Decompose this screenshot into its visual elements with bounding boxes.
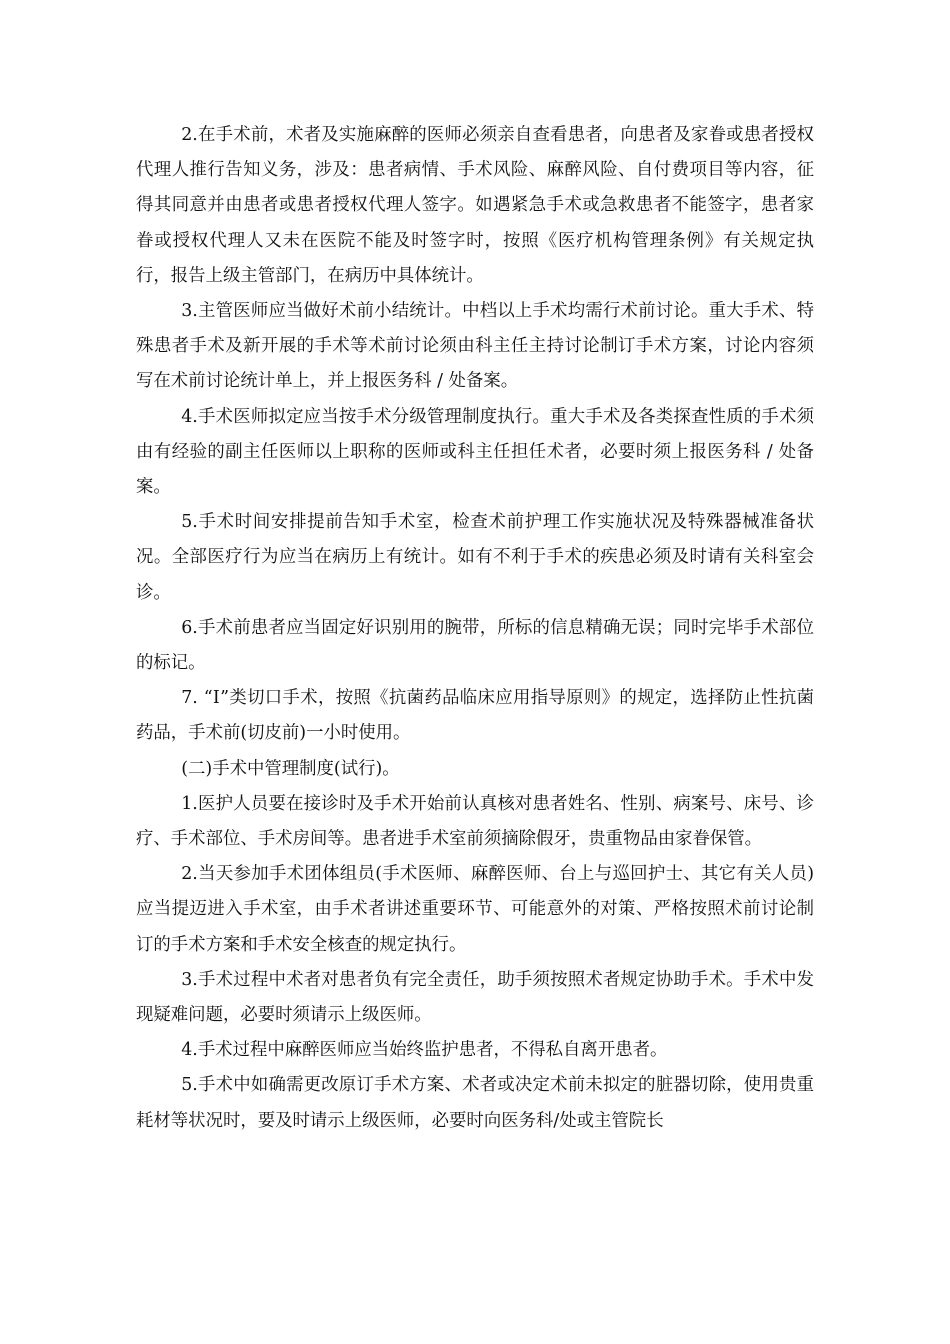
paragraph-4-surgeon-assignment: 4.手术医师拟定应当按手术分级管理制度执行。重大手术及各类探查性质的手术须由有经验的副主任医师以上职称的医师或科主任担任术者，必要时须上报医务科 / 处备案。 xyxy=(136,406,814,498)
paragraph-2-informed-consent: 2.在手术前，术者及实施麻醉的医师必须亲自查看患者，向患者及家眷或患者授权代理人推行告知义务，涉及：患者病情、手术风险、麻醉风险、自付费项目等内容，征得其同意并由患者或患者授权代理人签字。如遇紧急手术或急救患者不能签字，患者家眷或授权代理人又未在医院不能及时签字时，按照《医疗机构管理条例》有关规定执行，报告上级主管部门，在病历中具体统计。 xyxy=(136,125,814,286)
section-heading-intraoperative: (二)手术中管理制度(试行)。 xyxy=(181,758,400,779)
document-body xyxy=(136,118,814,1139)
paragraph-3-surgeon-responsibility: 3.手术过程中术者对患者负有完全责任，助手须按照术者规定协助手术。手术中发现疑难问题，必要时须请示上级医师。 xyxy=(136,969,814,1026)
paragraph-6-wristband: 6.手术前患者应当固定好识别用的腕带，所标的信息精确无误；同时完毕手术部位的标记。 xyxy=(136,617,814,674)
paragraph-1-patient-verification: 1.医护人员要在接诊时及手术开始前认真核对患者姓名、性别、病案号、床号、诊疗、手术部位、手术房间等。患者进手术室前须摘除假牙，贵重物品由家眷保管。 xyxy=(136,793,814,850)
paragraph-7-antibiotics: 7. “Ⅰ”类切口手术，按照《抗菌药品临床应用指导原则》的规定，选择防止性抗菌药品，手术前(切皮前)一小时使用。 xyxy=(136,688,814,744)
paragraph-5-scheduling: 5.手术时间安排提前告知手术室，检查术前护理工作实施状况及特殊器械准备状况。全部医疗行为应当在病历上有统计。如有不利于手术的疾患必须及时请有关科室会诊。 xyxy=(136,512,814,603)
paragraph-2-team-briefing: 2.当天参加手术团体组员(手术医师、麻醉医师、台上与巡回护士、其它有关人员)应当提迈进入手术室，由手术者讲述重要环节、可能意外的对策、严格按照术前讨论制订的手术方案和手术安全核查的规定执行。 xyxy=(136,864,814,955)
paragraph-4-anesthesia-monitoring: 4.手术过程中麻醉医师应当始终监护患者，不得私自离开患者。 xyxy=(181,1040,668,1061)
paragraph-3-preoperative-summary: 3.主管医师应当做好术前小结统计。中档以上手术均需行术前讨论。重大手术、特殊患者手术及新开展的手术等术前讨论须由科主任主持讨论制订手术方案，讨论内容须写在术前讨论统计单上，并上报医务科 / 处备案。 xyxy=(136,301,814,392)
paragraph-5-plan-changes: 5.手术中如确需更改原订手术方案、术者或决定术前未拟定的脏器切除，使用贵重耗材等状况时，要及时请示上级医师，必要时向医务科/处或主管院长 xyxy=(136,1075,814,1131)
